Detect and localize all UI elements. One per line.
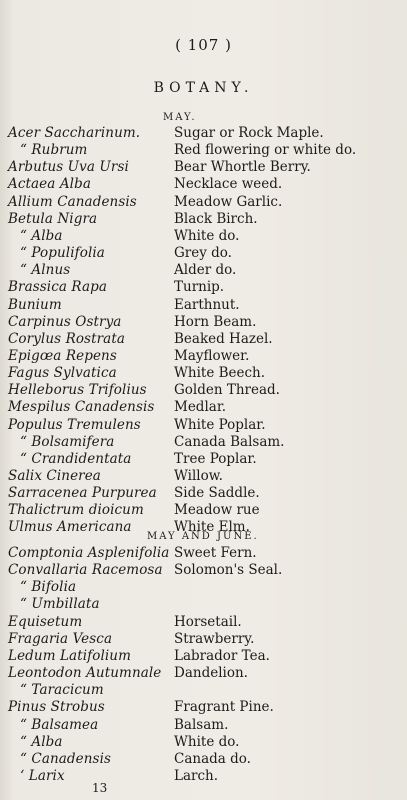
list-item [0,434,407,451]
common-name: Dandelion. [174,665,248,682]
list-item [0,682,407,699]
latin-name: Mespilus Canadensis [8,399,155,416]
latin-name: Allium Canadensis [8,193,137,210]
list-item [0,768,407,785]
common-name: Medlar. [174,399,227,416]
list-item [0,399,407,416]
common-name: Horsetail. [174,613,242,630]
list-item [0,125,407,142]
latin-name: “ Populifolia [20,245,105,262]
common-name: Larch. [174,767,219,784]
list-item [0,717,407,734]
latin-name: Fragaria Vesca [8,630,113,647]
list-item [0,211,407,228]
latin-name: Ulmus Americana [8,519,132,536]
latin-name: Sarracenea Purpurea [8,485,157,502]
common-name: Labrador Tea. [174,647,270,664]
list-item [0,417,407,434]
list-item [0,519,407,536]
list-item [0,699,407,716]
list-item [0,142,407,159]
list-item [0,665,407,682]
latin-name: “ Taracicum [20,682,104,699]
list-item [0,562,407,579]
latin-name: Actaea Alba [8,176,91,193]
latin-name: Pinus Strobus [8,699,105,716]
list-item [0,228,407,245]
list-item [0,596,407,613]
latin-name: Helleborus Trifolius [8,382,147,399]
list-item [0,365,407,382]
list-item [0,451,407,468]
list-item [0,331,407,348]
common-name: Canada Balsam. [174,433,285,450]
latin-name: Epigœa Repens [8,347,117,364]
common-name: Bear Whortle Berry. [174,159,311,176]
common-name: White do. [174,733,240,750]
common-name: Meadow Garlic. [174,193,283,210]
latin-name: ‘ Larix [20,767,65,784]
common-name: White do. [174,227,240,244]
list-item [0,348,407,365]
latin-name: Arbutus Uva Ursi [8,159,129,176]
common-name: Alder do. [174,262,237,279]
common-name: Solomon's Seal. [174,562,283,579]
latin-name: “ Bolsamifera [20,433,115,450]
page-number: ( 107 ) [175,36,232,54]
common-name: Grey do. [174,245,232,262]
latin-name: Carpinus Ostrya [8,313,122,330]
list-item [0,194,407,211]
list-item [0,245,407,262]
common-name: White Elm. [174,519,250,536]
latin-name: Populus Tremulens [8,416,141,433]
latin-name: “ Crandidentata [20,450,132,467]
latin-name: Corylus Rostrata [8,330,125,347]
list-item [0,502,407,519]
latin-name: Salix Cinerea [8,468,101,484]
latin-name: Equisetum [8,613,83,630]
list-item [0,176,407,193]
list-item [0,734,407,751]
list-item [0,382,407,399]
common-name: Sugar or Rock Maple. [174,125,324,141]
common-name: Willow. [174,468,223,484]
common-name: Strawberry. [174,630,255,647]
latin-name: Leontodon Autumnale [8,665,162,682]
common-name: Necklace weed. [174,176,283,193]
list-item [0,579,407,596]
list-item [0,751,407,768]
list-item [0,631,407,648]
list-item [0,614,407,631]
common-name: Balsam. [174,716,229,733]
page-heading: BOTANY. [153,80,254,96]
common-name: Sweet Fern. [174,545,257,561]
latin-name: “ Alba [20,733,63,750]
common-name: White Beech. [174,365,266,382]
latin-name: “ Balsamea [20,716,99,733]
latin-name: Brassica Rapa [8,279,108,296]
latin-name: “ Alba [20,227,63,244]
common-name: Black Birch. [174,210,258,227]
common-name: Mayflower. [174,347,250,364]
list-item [0,485,407,502]
latin-name: Convallaria Racemosa [8,562,163,579]
list-item [0,297,407,314]
list-item [0,648,407,665]
latin-name: “ Bifolia [20,579,77,596]
common-name: Side Saddle. [174,485,260,502]
common-name: Turnip. [174,279,225,296]
list-item [0,314,407,331]
latin-name: “ Alnus [20,262,71,279]
list-item [0,545,407,562]
latin-name: “ Umbillata [20,596,100,613]
common-name: Meadow rue [174,502,260,519]
common-name: Canada do. [174,750,251,767]
common-name: Golden Thread. [174,382,280,399]
latin-name: Fagus Sylvatica [8,365,117,382]
common-name: Beaked Hazel. [174,330,273,347]
list-item [0,262,407,279]
latin-name: Betula Nigra [8,210,98,227]
latin-name: Ledum Latifolium [8,647,131,664]
common-name: Horn Beam. [174,313,257,330]
common-name: Earthnut. [174,296,240,313]
latin-name: Bunium [8,296,62,313]
list-item [0,159,407,176]
list-item [0,279,407,296]
latin-name: Acer Saccharinum. [8,125,141,141]
common-name: Tree Poplar. [174,450,257,467]
common-name: Fragrant Pine. [174,699,274,716]
section-label-may: MAY. [163,112,197,123]
section-label-may-and-june: MAY AND JUNE. [147,531,259,542]
latin-name: “ Rubrum [20,142,88,159]
list-item [0,468,407,485]
latin-name: Thalictrum dioicum [8,502,144,519]
printer-signature: 13 [92,781,108,795]
latin-name: “ Canadensis [20,750,112,767]
latin-name: Comptonia Asplenifolia [8,545,170,561]
common-name: White Poplar. [174,416,266,433]
common-name: Red flowering or white do. [174,142,357,159]
